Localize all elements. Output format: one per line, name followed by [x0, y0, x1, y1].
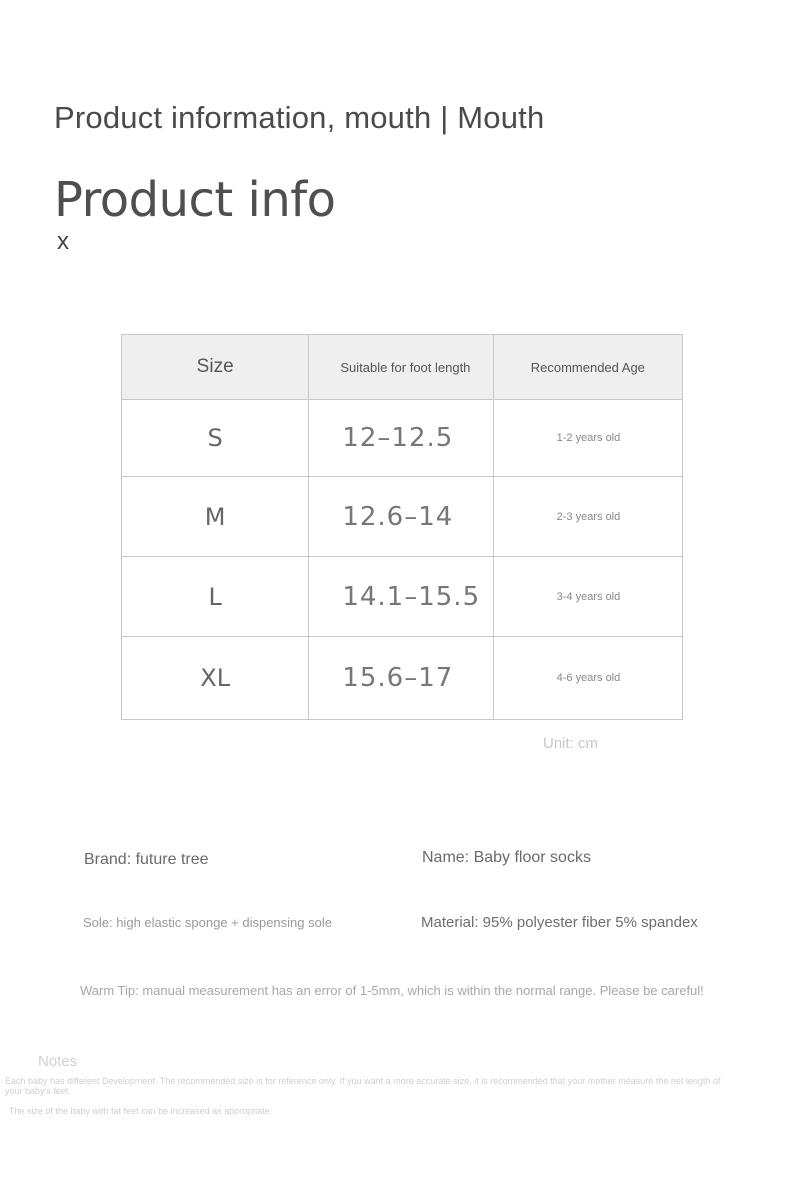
product-name-text: Name: Baby floor socks [422, 849, 591, 866]
age-cell: 4-6 years old [493, 637, 682, 720]
warm-tip: Warm Tip: manual measurement has an error of 1-5mm, which is within the normal range. Please be careful! [80, 983, 704, 998]
brand-text: Brand: future tree [84, 851, 209, 868]
notes-extra: The size of the baby with fat feet can be increased as appropriate. [9, 1106, 273, 1116]
foot-length-cell: 15.6–17 [309, 637, 493, 720]
material-text: Material: 95% polyester fiber 5% spandex [421, 914, 698, 931]
size-table [121, 334, 683, 720]
foot-length-cell: 12–12.5 [309, 400, 493, 477]
header-foot-length: Suitable for foot length [309, 335, 493, 400]
table-row [122, 637, 683, 720]
foot-length-cell: 14.1–15.5 [309, 557, 493, 637]
header-recommended-age: Recommended Age [493, 335, 682, 400]
age-cell: 2-3 years old [493, 477, 682, 557]
table-row [122, 400, 683, 477]
table-header-row [122, 335, 683, 400]
unit-label: Unit: cm [543, 735, 599, 752]
header-title: Product information, mouth | Mouth [54, 100, 545, 135]
sole-text: Sole: high elastic sponge + dispensing sole [83, 915, 332, 930]
size-cell: S [122, 400, 309, 477]
table-row [122, 477, 683, 557]
size-cell: M [122, 477, 309, 557]
age-cell: 3-4 years old [493, 557, 682, 637]
size-cell: L [122, 557, 309, 637]
age-cell: 1-2 years old [493, 400, 682, 477]
notes-label: Notes [38, 1053, 78, 1070]
notes-text: Each baby has different Development. The recommended size is for reference only. If you want a more accurate size, it is recommended that your mother measure the net length of your baby's feet. [5, 1076, 721, 1096]
header-size: Size [122, 335, 309, 400]
table-row [122, 557, 683, 637]
section-title: Product info [54, 172, 336, 228]
section-mark: x [57, 228, 69, 255]
size-cell: XL [122, 637, 309, 720]
foot-length-cell: 12.6–14 [309, 477, 493, 557]
